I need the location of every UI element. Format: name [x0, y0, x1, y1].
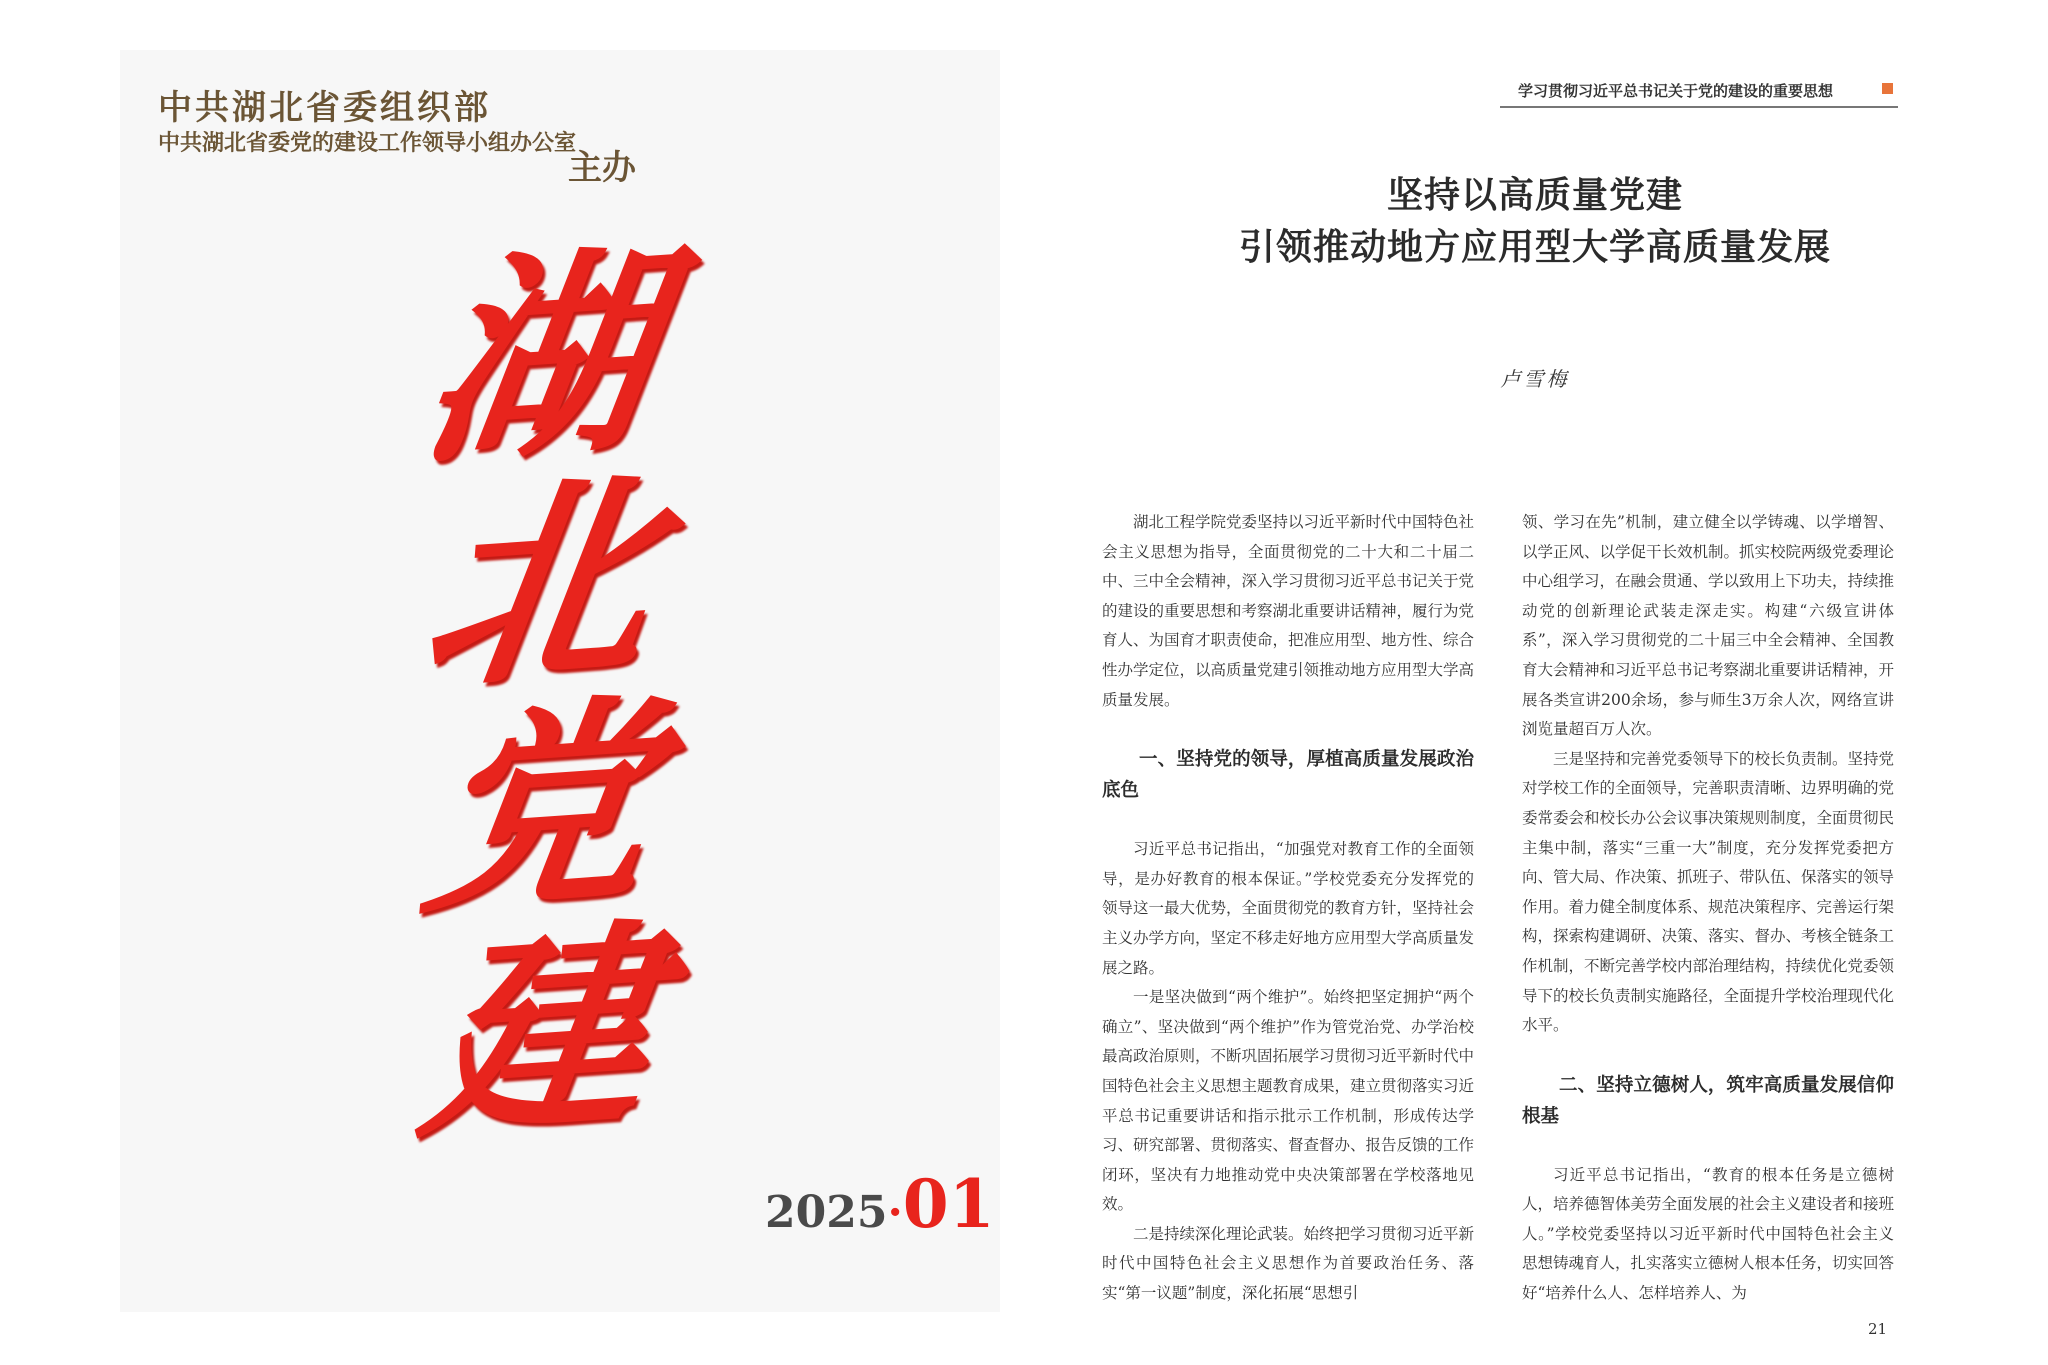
- article-author: 卢雪梅: [1500, 367, 1570, 391]
- magazine-cover: [120, 50, 1000, 1312]
- sponsor-line-2: 中共湖北省委党的建设工作领导小组办公室: [158, 130, 577, 156]
- article-title-line-2: 引领推动地方应用型大学高质量发展: [1238, 227, 1831, 268]
- title-char-3: 党: [410, 670, 670, 945]
- body-paragraph: 二是持续深化理论武装。始终把学习贯彻习近平新时代中国特色社会主义思想作为首要政治任务、落实“第一议题”制度，深化拓展“思想引: [1102, 1224, 1475, 1303]
- issue-year: 2025: [765, 1187, 888, 1238]
- title-char-1: 湖: [410, 220, 670, 495]
- title-char-4: 建: [410, 895, 670, 1170]
- intro-paragraph: 湖北工程学院党委坚持以习近平新时代中国特色社会主义思想为指导，全面贯彻党的二十大和二十届二中、三中全会精神，深入学习贯彻习近平总书记关于党的建设的重要思想和考察湖北重要讲话精神，履行为党育人、为国育才职责使命，把准应用型、地方性、综合性办学定位，以高质量党建引领推动地方应用型大学高质量发展。: [1102, 513, 1475, 709]
- title-char-2: 北: [410, 445, 670, 720]
- article-title: [1030, 170, 2040, 274]
- article-page: [1030, 40, 2040, 1340]
- body-paragraph: 一是坚决做到“两个维护”。始终把坚定拥护“两个确立”、坚决做到“两个维护”作为管党治党、办学治校最高政治原则，不断巩固拓展学习贯彻习近平新时代中国特色社会主义思想主题教育成果，建立贯彻落实习近平总书记重要讲话和指示批示工作机制，形成传达学习、研究部署、贯彻落实、督查督办、报告反馈的工作闭环，坚决有力地推动党中央决策部署在学校落地见效。: [1102, 988, 1475, 1214]
- magazine-title-calligraphy: [410, 220, 670, 1170]
- issue-no: 01: [902, 1165, 995, 1243]
- article-column-left: [1102, 508, 1474, 1309]
- section-heading-2: 二、坚持立德树人，筑牢高质量发展信仰根基: [1522, 1074, 1894, 1127]
- issue-number: [765, 1165, 995, 1243]
- article-column-right: [1522, 508, 1894, 1309]
- sponsor-line-1: 中共湖北省委组织部: [158, 88, 491, 128]
- body-paragraph: 习近平总书记指出，“教育的根本任务是立德树人，培养德智体美劳全面发展的社会主义建设者和接班人。”学校党委坚持以习近平新时代中国特色社会主义思想铸魂育人，扎实落实立德树人根本任务，切实回答好“培养什么人、怎样培养人、为: [1522, 1165, 1895, 1303]
- header-square-icon: [1882, 83, 1893, 94]
- header-rule: [1500, 106, 1898, 108]
- body-paragraph-continued: 领、学习在先”机制，建立健全以学铸魂、以学增智、以学正风、以学促干长效机制。抓实校院两级党委理论中心组学习，在融会贯通、学以致用上下功夫，持续推动党的创新理论武装走深走实。构建“六级宣讲体系”，深入学习贯彻党的二十届三中全会精神、全国教育大会精神和习近平总书记考察湖北重要讲话精神，开展各类宣讲200余场，参与师生3万余人次，网络宣讲浏览量超百万人次。: [1522, 513, 1895, 739]
- page-number: 21: [1868, 1320, 1888, 1338]
- sponsor-suffix: 主办: [568, 148, 636, 188]
- body-paragraph: 三是坚持和完善党委领导下的校长负责制。坚持党对学校工作的全面领导，完善职责清晰、边界明确的党委常委会和校长办公会议事决策规则制度，全面贯彻民主集中制，落实“三重一大”制度，充分发挥党委把方向、管大局、作决策、抓班子、带队伍、保落实的领导作用。着力健全制度体系、规范决策程序、完善运行架构，探索构建调研、决策、落实、督办、考核全链条工作机制，不断完善学校内部治理结构，持续优化党委领导下的校长负责制实施路径，全面提升学校治理现代化水平。: [1522, 749, 1895, 1035]
- sponsor-block: [158, 88, 636, 188]
- section-heading-1: 一、坚持党的领导，厚植高质量发展政治底色: [1102, 749, 1474, 802]
- issue-dot: ·: [887, 1187, 903, 1238]
- running-header: 学习贯彻习近平总书记关于党的建设的重要思想: [1518, 82, 1834, 100]
- body-paragraph: 习近平总书记指出，“加强党对教育工作的全面领导，是办好教育的根本保证。”学校党委充分发挥党的领导这一最大优势，全面贯彻党的教育方针，坚持社会主义办学方向，坚定不移走好地方应用型大学高质量发展之路。: [1102, 840, 1475, 977]
- article-title-line-1: 坚持以高质量党建: [1386, 175, 1683, 216]
